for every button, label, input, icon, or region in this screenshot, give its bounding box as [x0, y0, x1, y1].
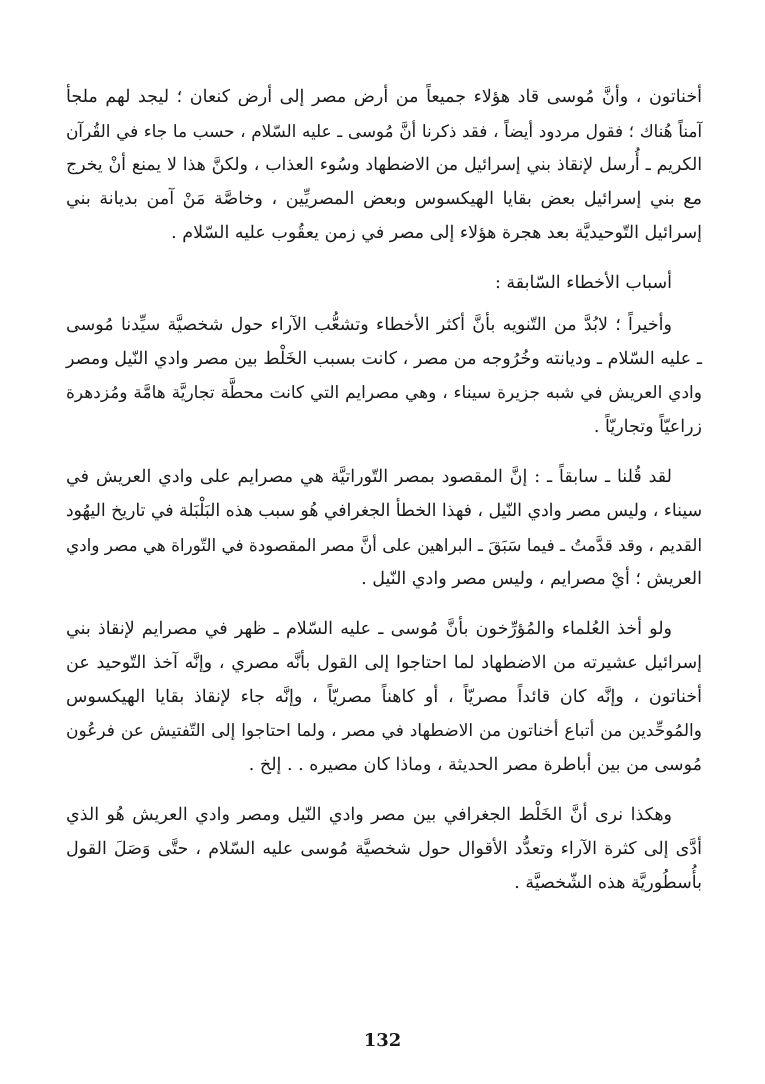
text-line: بأُسطُوريَّة هذه الشّخصيَّة .: [514, 873, 702, 893]
paragraph-gap: [66, 250, 702, 266]
paragraph-gap: [66, 444, 702, 460]
text-line: مُوسى من بين أباطرة مصر الحديثة ، وماذا كان مصيره . . إلخ .: [248, 755, 702, 775]
paragraph-5: [66, 798, 702, 900]
text-line: سيناء ، وليس مصر وادي النّيل ، فهذا الخطأ الجغرافي هُو سبب هذه البَلْبَلة في تاريخ اليهُود: [65, 501, 702, 521]
section-heading: أسباب الأخطاء السّابقة :: [494, 273, 672, 293]
book-page: [66, 80, 702, 900]
text-line: وادي العريش في شبه جزيرة سيناء ، وهي مصرايم التي كانت محطَّة تجاريَّة هامَّة ومُزدهرة: [66, 383, 702, 403]
text-line: وأخيراً ؛ لابُدَّ من التّنويه بأنَّ أكثر الأخطاء وتشعُّب الآراء حول شخصيَّة سيِّدنا مُوسى: [66, 315, 672, 335]
text-line: والمُوحِّدين من أتباع أخناتون من الاضطهاد في مصر ، ولما احتاجوا إلى التّفتيش عن فرعُون: [66, 721, 702, 741]
text-line: آمناً هُناك ؛ فقول مردود أيضاً ، فقد ذكرنا أنَّ مُوسى ـ عليه السّلام ، حسب ما جاء في القُرآن: [66, 121, 702, 141]
text-line: لقد قُلنا ـ سابقاً ـ : إنَّ المقصود بمصر التّوراتيَّة هي مصرايم على وادي العريش في: [66, 467, 672, 487]
page-number: 132: [363, 1030, 402, 1051]
text-line: وهكذا نرى أنَّ الخَلْط الجغرافي بين مصر وادي النّيل ومصر وادي العريش هُو الذي: [66, 805, 672, 825]
text-line: الكريم ـ أُرسل لإنقاذ بني إسرائيل من الاضطهاد وسُوء العذاب ، ولكنَّ هذا لا يمنع أنْ يخرج: [66, 155, 702, 175]
paragraph-1: [66, 80, 702, 250]
paragraph-gap: [66, 782, 702, 798]
paragraph-gap: [66, 300, 702, 308]
text-line: ولو أخذ العُلماء والمُؤرِّخون بأنَّ مُوسى ـ عليه السّلام ـ ظهر في مصرايم لإنقاذ بني: [66, 619, 672, 639]
paragraph-2: [66, 308, 702, 444]
text-line: القديم ، وقد قدَّمتُ ـ فيما سَبَقَ ـ البراهين على أنَّ مصر المقصودة في التّوراة هي مصر وادي: [66, 535, 702, 555]
text-line: العريش ؛ أيْ مصرايم ، وليس مصر وادي النّيل .: [361, 569, 702, 589]
paragraph-4: [66, 612, 702, 782]
text-line: مع بني إسرائيل بعض بقايا الهيكسوس وبعض المصريِّين ، وخاصَّة مَنْ آمن بديانة بني: [66, 189, 702, 209]
paragraph-3: [66, 460, 702, 596]
text-line: زراعيّاً وتجاريّاً .: [593, 417, 702, 437]
text-line: إسرائيل التّوحيديَّة بعد هجرة هؤلاء إلى مصر في زمن يعقُوب عليه السّلام .: [171, 223, 702, 243]
paragraph-gap: [66, 596, 702, 612]
text-line: ـ عليه السّلام ـ وديانته وخُرُوجه من مصر ، كانت بسبب الخَلْط بين مصر وادي النّيل ومصر: [66, 349, 702, 369]
text-line: إسرائيل عشيرته من الاضطهاد لما احتاجوا إلى القول بأنَّه مصري ، وإنَّه آخذ التّوحيد عن: [66, 653, 702, 673]
text-line: أخناتون ، وإنَّه كان قائداً مصريّاً ، أو كاهناً مصريّاً ، وإنَّه جاء لإنقاذ بقايا الهيكسوس: [66, 687, 702, 707]
text-line: أخناتون ، وأنَّ مُوسى قاد هؤلاء جميعاً من أرض مصر إلى أرض كنعان ؛ ليجد لهم ملجأ: [66, 87, 702, 107]
text-line: أدَّى إلى كثرة الآراء وتعدُّد الأقوال حول شخصيَّة مُوسى عليه السّلام ، حتَّى وَصَلَ القول: [66, 839, 702, 859]
